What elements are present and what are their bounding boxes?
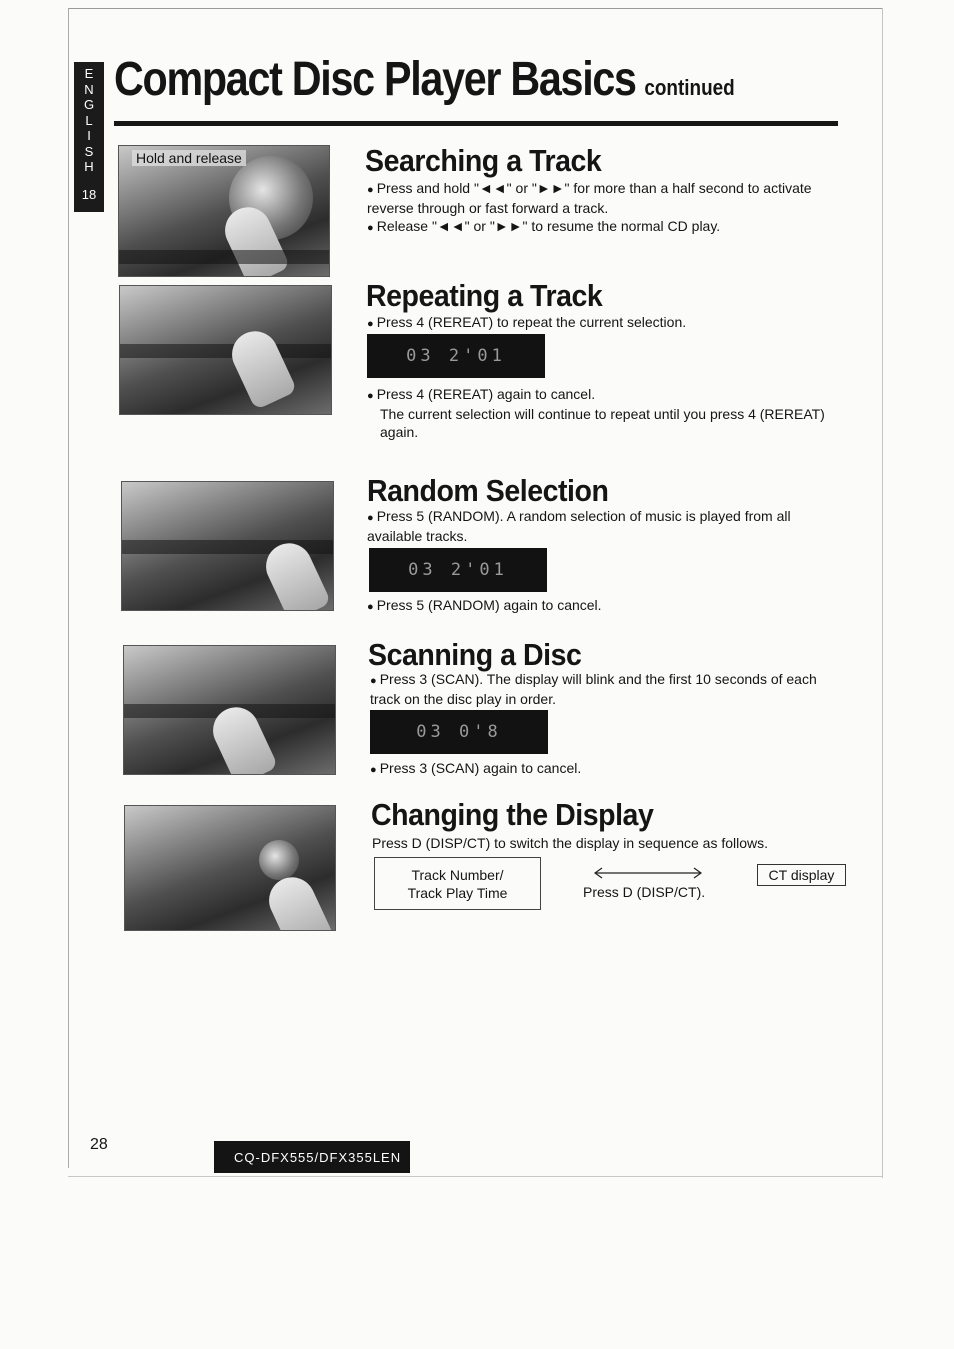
frame-bottom-line bbox=[68, 1176, 883, 1177]
track-play-time-label: Track Play Time bbox=[407, 885, 508, 901]
language-letters: E N G L I S H bbox=[83, 66, 95, 174]
track-number-box bbox=[374, 857, 541, 910]
frame-left-line bbox=[68, 8, 69, 1168]
press-d-label: Press D (DISP/CT). bbox=[583, 884, 706, 900]
frame-right-line bbox=[882, 8, 883, 1178]
random-display: 03 2'01 bbox=[369, 548, 547, 592]
repeating-photo bbox=[119, 285, 332, 415]
scanning-title: Scanning a Disc bbox=[368, 637, 582, 672]
d-button-image bbox=[259, 840, 299, 880]
track-number-label: Track Number/ bbox=[411, 867, 504, 883]
frame-top-line bbox=[68, 8, 883, 9]
ct-display-box: CT display bbox=[757, 864, 846, 886]
title-rule bbox=[114, 121, 838, 126]
hold-release-label: Hold and release bbox=[132, 150, 246, 166]
scanning-bullet-press: ● Press 3 (SCAN). The display will blink and the first 10 seconds of each track on the disc play in order. bbox=[370, 670, 846, 708]
searching-bullet-release: ● Release "◄◄" or "►►" to resume the normal CD play. bbox=[367, 217, 845, 237]
random-bullet-press: ● Press 5 (RANDOM). A random selection of music is played from all available tracks. bbox=[367, 507, 845, 545]
page-title bbox=[114, 50, 735, 118]
searching-title: Searching a Track bbox=[365, 143, 602, 178]
random-photo bbox=[121, 481, 334, 611]
scanning-photo bbox=[123, 645, 336, 775]
repeating-bullet-press: ● Press 4 (REREAT) to repeat the current selection. bbox=[367, 313, 845, 333]
repeating-cancel-text bbox=[367, 385, 845, 441]
random-bullet-cancel: ● Press 5 (RANDOM) again to cancel. bbox=[367, 596, 845, 616]
page-number: 28 bbox=[90, 1136, 108, 1153]
changing-photo bbox=[124, 805, 336, 931]
page-title-text: Compact Disc Player Basics bbox=[114, 53, 636, 106]
scanning-bullet-cancel: ● Press 3 (SCAN) again to cancel. bbox=[370, 759, 846, 779]
repeating-bullet-cancel: ● Press 4 (REREAT) again to cancel. bbox=[367, 385, 845, 405]
model-number-bar: CQ-DFX555/DFX355LEN bbox=[214, 1141, 410, 1173]
searching-text bbox=[367, 179, 845, 237]
repeating-note: The current selection will continue to repeat until you press 4 (REREAT) again. bbox=[380, 406, 825, 440]
changing-intro: Press D (DISP/CT) to switch the display in sequence as follows. bbox=[372, 835, 769, 851]
repeat-display: 03 2'01 bbox=[367, 334, 545, 378]
searching-bullet-hold: ● Press and hold "◄◄" or "►►" for more than a half second to activate reverse through or fast forward a track. bbox=[367, 179, 845, 217]
repeating-title: Repeating a Track bbox=[366, 278, 603, 313]
changing-title: Changing the Display bbox=[371, 797, 654, 832]
page-title-continued: continued bbox=[644, 75, 735, 100]
finger-image bbox=[225, 324, 298, 411]
random-title: Random Selection bbox=[367, 473, 609, 508]
double-arrow-icon bbox=[592, 866, 704, 880]
section-number: 18 bbox=[81, 186, 97, 202]
language-tab bbox=[74, 62, 104, 212]
scan-display: 03 0'8 bbox=[370, 710, 548, 754]
